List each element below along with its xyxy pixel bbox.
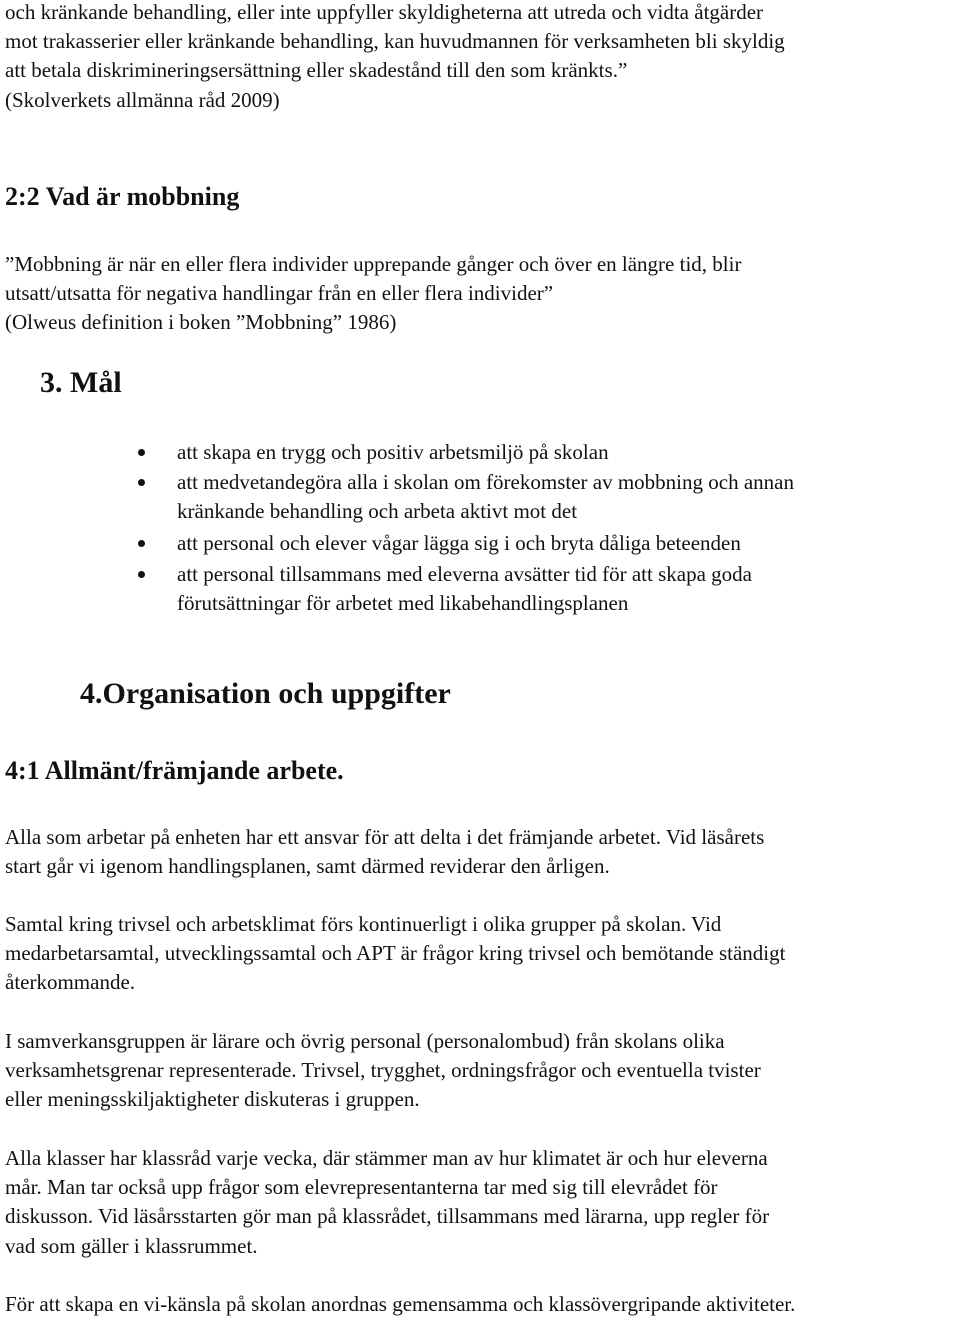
paragraph-line: start går vi igenom handlingsplanen, samt därmed reviderar den årligen. — [5, 854, 610, 878]
paragraph-line: Samtal kring trivsel och arbetsklimat förs kontinuerligt i olika grupper på skolan. Vid — [5, 912, 722, 936]
bullet-icon — [138, 479, 145, 486]
paragraph-line: eller meningsskiljaktigheter diskuteras i gruppen. — [5, 1087, 420, 1111]
paragraph-line: återkommande. — [5, 970, 136, 994]
section-heading-mal: 3. Mål — [40, 366, 122, 399]
list-item-text: förutsättningar för arbetet med likabehandlingsplanen — [177, 591, 629, 615]
paragraph-line: I samverkansgruppen är lärare och övrig personal (personalombud) från skolans olika — [5, 1029, 725, 1053]
list-item-text: att medvetandegöra alla i skolan om förekomster av mobbning och annan — [177, 470, 794, 494]
paragraph-line: Alla som arbetar på enheten har ett ansvar för att delta i det främjande arbetet. Vid läsårets — [5, 825, 765, 849]
bullet-icon — [138, 540, 145, 547]
list-item-text: kränkande behandling och arbeta aktivt mot det — [177, 499, 578, 523]
definition-line: ”Mobbning är när en eller flera individer upprepande gånger och över en längre tid, blir — [5, 252, 742, 276]
definition-line: utsatt/utsatta för negativa handlingar från en eller flera individer” — [5, 281, 554, 305]
list-item-text: att personal tillsammans med eleverna avsätter tid för att skapa goda — [177, 562, 752, 586]
paragraph-line: Alla klasser har klassråd varje vecka, där stämmer man av hur klimatet är och hur eleverna — [5, 1146, 768, 1170]
paragraph-line: verksamhetsgrenar representerade. Trivsel, trygghet, ordningsfrågor och eventuella tvister — [5, 1058, 761, 1082]
intro-line: att betala diskrimineringsersättning eller skadestånd till den som kränkts.” — [5, 58, 628, 82]
paragraph-line: För att skapa en vi-känsla på skolan anordnas gemensamma och klassövergripande aktiviteter. — [5, 1292, 796, 1316]
bullet-icon — [138, 571, 145, 578]
intro-line: och kränkande behandling, eller inte uppfyller skyldigheterna att utreda och vidta åtgärder — [5, 0, 764, 24]
definition-citation: (Olweus definition i boken ”Mobbning” 1986) — [5, 310, 397, 334]
paragraph-line: vad som gäller i klassrummet. — [5, 1234, 258, 1258]
bullet-icon — [138, 449, 145, 456]
paragraph-line: diskusson. Vid läsårsstarten gör man på klassrådet, tillsammans med lärarna, upp regler för — [5, 1204, 770, 1228]
paragraph-line: medarbetarsamtal, utvecklingssamtal och APT är frågor kring trivsel och bemötande ständigt — [5, 941, 786, 965]
list-item-text: att skapa en trygg och positiv arbetsmiljö på skolan — [177, 440, 609, 464]
section-heading-organisation: 4.Organisation och uppgifter — [80, 677, 451, 710]
list-item-text: att personal och elever vågar lägga sig i och bryta dåliga beteenden — [177, 531, 741, 555]
paragraph-line: mår. Man tar också upp frågor som elevrepresentanterna tar med sig till elevrådet för — [5, 1175, 718, 1199]
section-heading-vad-ar-mobbning: 2:2 Vad är mobbning — [5, 182, 240, 211]
intro-line: mot trakasserier eller kränkande behandling, kan huvudmannen för verksamheten bli skyldig — [5, 29, 785, 53]
section-heading-allmant-framjande: 4:1 Allmänt/främjande arbete. — [5, 756, 344, 785]
intro-citation: (Skolverkets allmänna råd 2009) — [5, 88, 280, 112]
